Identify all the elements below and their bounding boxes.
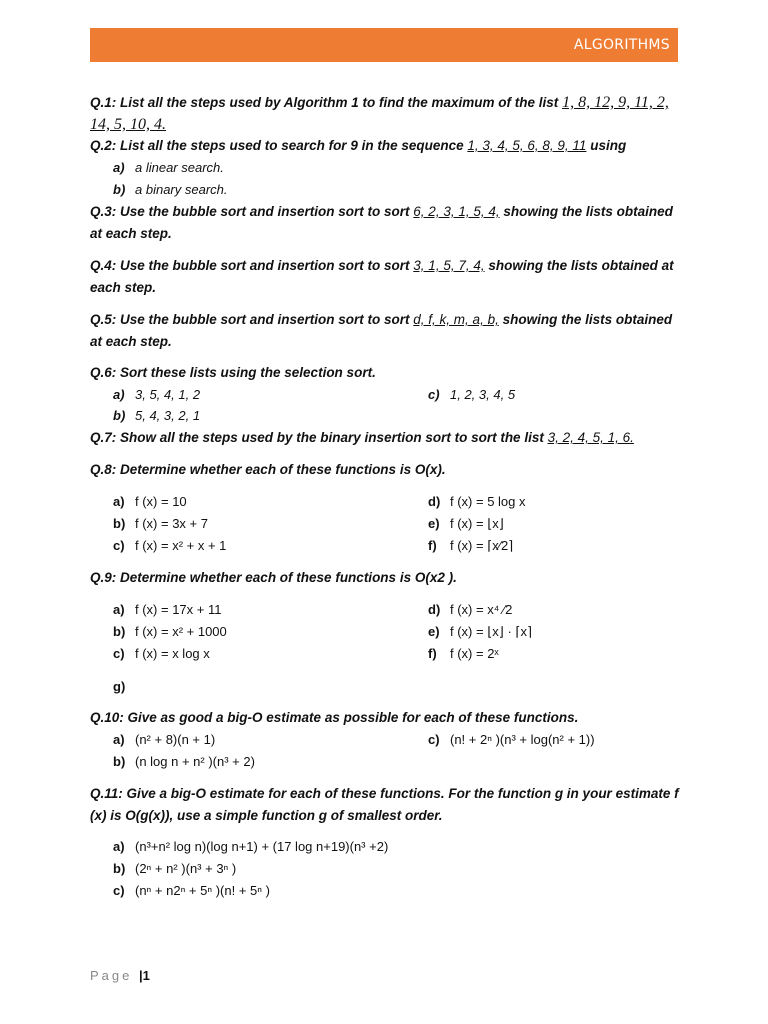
question-10: Q.10: Give as good a big-O estimate as possible for each of these functions. xyxy=(90,710,579,725)
question-4: Q.4: Use the bubble sort and insertion sort to sort 3, 1, 5, 7, 4, showing the lists obtained at each step. xyxy=(90,258,674,295)
q1-list: 1, 8, 12, 9, 11, 2, 14, 5, 10, 4. xyxy=(90,94,669,133)
q6-item-b: b) 5, 4, 3, 2, 1 xyxy=(113,408,201,423)
question-8: Q.8: Determine whether each of these functions is O(x). xyxy=(90,462,446,477)
q2-seq: 1, 3, 4, 5, 6, 8, 9, 11 xyxy=(467,138,587,153)
q9-item-e: e) f (x) = ⌊x⌋ · ⌈x⌉ xyxy=(428,624,533,639)
q9-item-c: c) f (x) = x log x xyxy=(113,646,210,661)
q8-item-f: f) f (x) = ⌈x⁄2⌉ xyxy=(428,538,514,553)
question-1 xyxy=(90,92,690,136)
q8-item-c: c) f (x) = x² + x + 1 xyxy=(113,538,227,553)
page-footer xyxy=(90,968,150,983)
q11-item-b: b) (2ⁿ + n² )(n³ + 3ⁿ ) xyxy=(113,861,237,876)
q8-item-a: a) f (x) = 10 xyxy=(113,494,187,509)
q11-item-c: c) (nⁿ + n2ⁿ + 5ⁿ )(n! + 5ⁿ ) xyxy=(113,883,270,898)
question-6: Q.6: Sort these lists using the selection sort. xyxy=(90,365,376,380)
header-title: ALGORITHMS xyxy=(573,37,670,53)
q5-seq: d, f, k, m, a, b, xyxy=(413,312,499,327)
question-5: Q.5: Use the bubble sort and insertion sort to sort d, f, k, m, a, b, showing the lists obtained at each step. xyxy=(90,312,673,349)
q10-item-b: b) (n log n + n² )(n³ + 2) xyxy=(113,754,255,769)
q4-seq: 3, 1, 5, 7, 4, xyxy=(413,258,485,273)
q10-item-a: a) (n² + 8)(n + 1) xyxy=(113,732,216,747)
q9-item-f: f) f (x) = 2ˣ xyxy=(428,646,499,661)
q2-item-b: b) a binary search. xyxy=(113,182,228,197)
q8-item-d: d) f (x) = 5 log x xyxy=(428,494,526,509)
q8-item-e: e) f (x) = ⌊x⌋ xyxy=(428,516,504,531)
q8-item-b: b) f (x) = 3x + 7 xyxy=(113,516,208,531)
q6-item-a: a) 3, 5, 4, 1, 2 xyxy=(113,387,201,402)
q10-item-c: c) (n! + 2ⁿ )(n³ + log(n² + 1)) xyxy=(428,732,595,747)
q9-item-g: g) xyxy=(113,679,126,694)
question-3: Q.3: Use the bubble sort and insertion sort to sort 6, 2, 3, 1, 5, 4, showing the lists obtained at each step. xyxy=(90,204,673,241)
footer-label: Page xyxy=(90,968,133,983)
q9-item-b: b) f (x) = x² + 1000 xyxy=(113,624,227,639)
q9-item-a: a) f (x) = 17x + 11 xyxy=(113,602,222,617)
question-11: Q.11: Give a big-O estimate for each of these functions. For the function g in your estimate f (x) is O(g(x)), use a simple function g of smallest order. xyxy=(90,786,679,823)
q6-item-c: c) 1, 2, 3, 4, 5 xyxy=(428,387,516,402)
question-7: Q.7: Show all the steps used by the binary insertion sort to sort the list 3, 2, 4, 5, 1, 6. xyxy=(90,430,634,445)
q2-item-a: a) a linear search. xyxy=(113,160,224,175)
question-2 xyxy=(90,135,690,157)
q2-text: Q.2: List all the steps used to search for 9 in the sequence xyxy=(90,138,468,153)
q7-seq: 3, 2, 4, 5, 1, 6. xyxy=(547,430,634,445)
q3-seq: 6, 2, 3, 1, 5, 4, xyxy=(413,204,500,219)
q11-item-a: a) (n³+n² log n)(log n+1) + (17 log n+19)(n³ +2) xyxy=(113,839,389,854)
q9-item-d: d) f (x) = x⁴ ⁄2 xyxy=(428,602,513,617)
q1-text: Q.1: List all the steps used by Algorithm 1 to find the maximum of the list xyxy=(90,95,563,110)
header-bar xyxy=(90,28,678,62)
footer-separator: | xyxy=(139,968,143,983)
q2-tail: using xyxy=(586,138,627,153)
question-9: Q.9: Determine whether each of these functions is O(x2 ). xyxy=(90,570,457,585)
page-number: 1 xyxy=(142,968,150,983)
